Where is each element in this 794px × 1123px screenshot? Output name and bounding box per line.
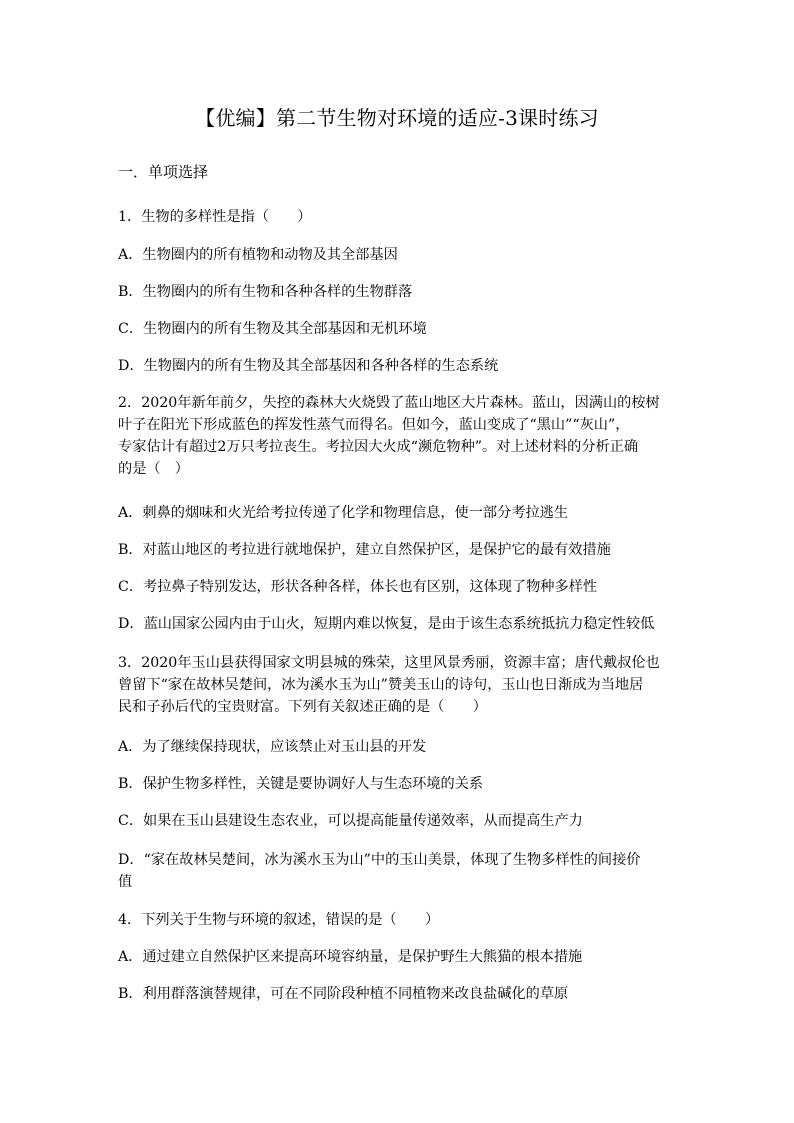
question-2-stem [118,392,680,480]
question-3-stem-line: 民和子孙后代的宝贵财富。下列有关叙述正确的是（ ） [118,699,487,715]
question-3-option-b: B．保护生物多样性，关键是要协调好人与生态环境的关系 [118,776,484,792]
question-1-option-c: C．生物圈内的所有生物及其全部基因和无机环境 [118,321,427,337]
question-2-option-b: B．对蓝山地区的考拉进行就地保护，建立自然保护区，是保护它的最有效措施 [118,542,611,558]
question-1-option-b: B．生物圈内的所有生物和各种各样的生物群落 [118,284,413,300]
question-1-option-d: D．生物圈内的所有生物及其全部基因和各种各样的生态系统 [118,358,499,374]
question-3-option-d-line: D．“家在故林吴楚间，冰为溪水玉为山”中的玉山美景，体现了生物多样性的间接价 [118,852,641,868]
question-2-stem-line: 叶子在阳光下形成蓝色的挥发性蒸气而得名。但如今，蓝山变成了“黑山”“灰山”， [118,417,630,433]
question-3-option-d [118,849,680,893]
question-2-option-a: A．刺鼻的烟味和火光给考拉传递了化学和物理信息，使一部分考拉逃生 [118,505,569,521]
question-3-stem-line: 3．2020年玉山县获得国家文明县城的殊荣，这里风景秀丽，资源丰富；唐代戴叔伦也 [118,655,660,671]
question-4-option-a: A．通过建立自然保护区来提高环境容纳量，是保护野生大熊猫的根本措施 [118,949,583,965]
question-1-stem: 1．生物的多样性是指（ ） [118,209,312,225]
document-title: 【优编】第二节生物对环境的适应-3课时练习 [195,106,599,130]
question-3-option-c: C．如果在玉山县建设生态农业，可以提高能量传递效率，从而提高生产力 [118,813,583,829]
section-heading: 一．单项选择 [118,163,209,181]
question-2-option-d: D．蓝山国家公园内由于山火，短期内难以恢复，是由于该生态系统抵抗力稳定性较低 [118,616,655,632]
question-3-option-d-line: 值 [118,874,133,890]
question-3-option-a: A．为了继续保持现状，应该禁止对玉山县的开发 [118,739,427,755]
question-4-option-b: B．利用群落演替规律，可在不同阶段种植不同植物来改良盐碱化的草原 [118,986,569,1002]
question-3-stem-line: 曾留下“家在故林吴楚间，冰为溪水玉为山”赞美玉山的诗句，玉山也日渐成为当地居 [118,677,644,693]
question-3-stem [118,652,680,718]
question-1-option-a: A．生物圈内的所有植物和动物及其全部基因 [118,247,398,263]
question-2-stem-line: 专家估计有超过2万只考拉丧生。考拉因大火成“濒危物种”。对上述材料的分析正确 [118,439,639,455]
question-2-stem-line: 的是（ ） [118,461,189,477]
question-2-option-c: C．考拉鼻子特别发达，形状各种各样，体长也有区别，这体现了物种多样性 [118,579,598,595]
question-2-stem-line: 2．2020年新年前夕，失控的森林大火烧毁了蓝山地区大片森林。蓝山，因满山的桉树 [118,395,660,411]
question-4-stem: 4．下列关于生物与环境的叙述，错误的是（ ） [118,912,440,928]
